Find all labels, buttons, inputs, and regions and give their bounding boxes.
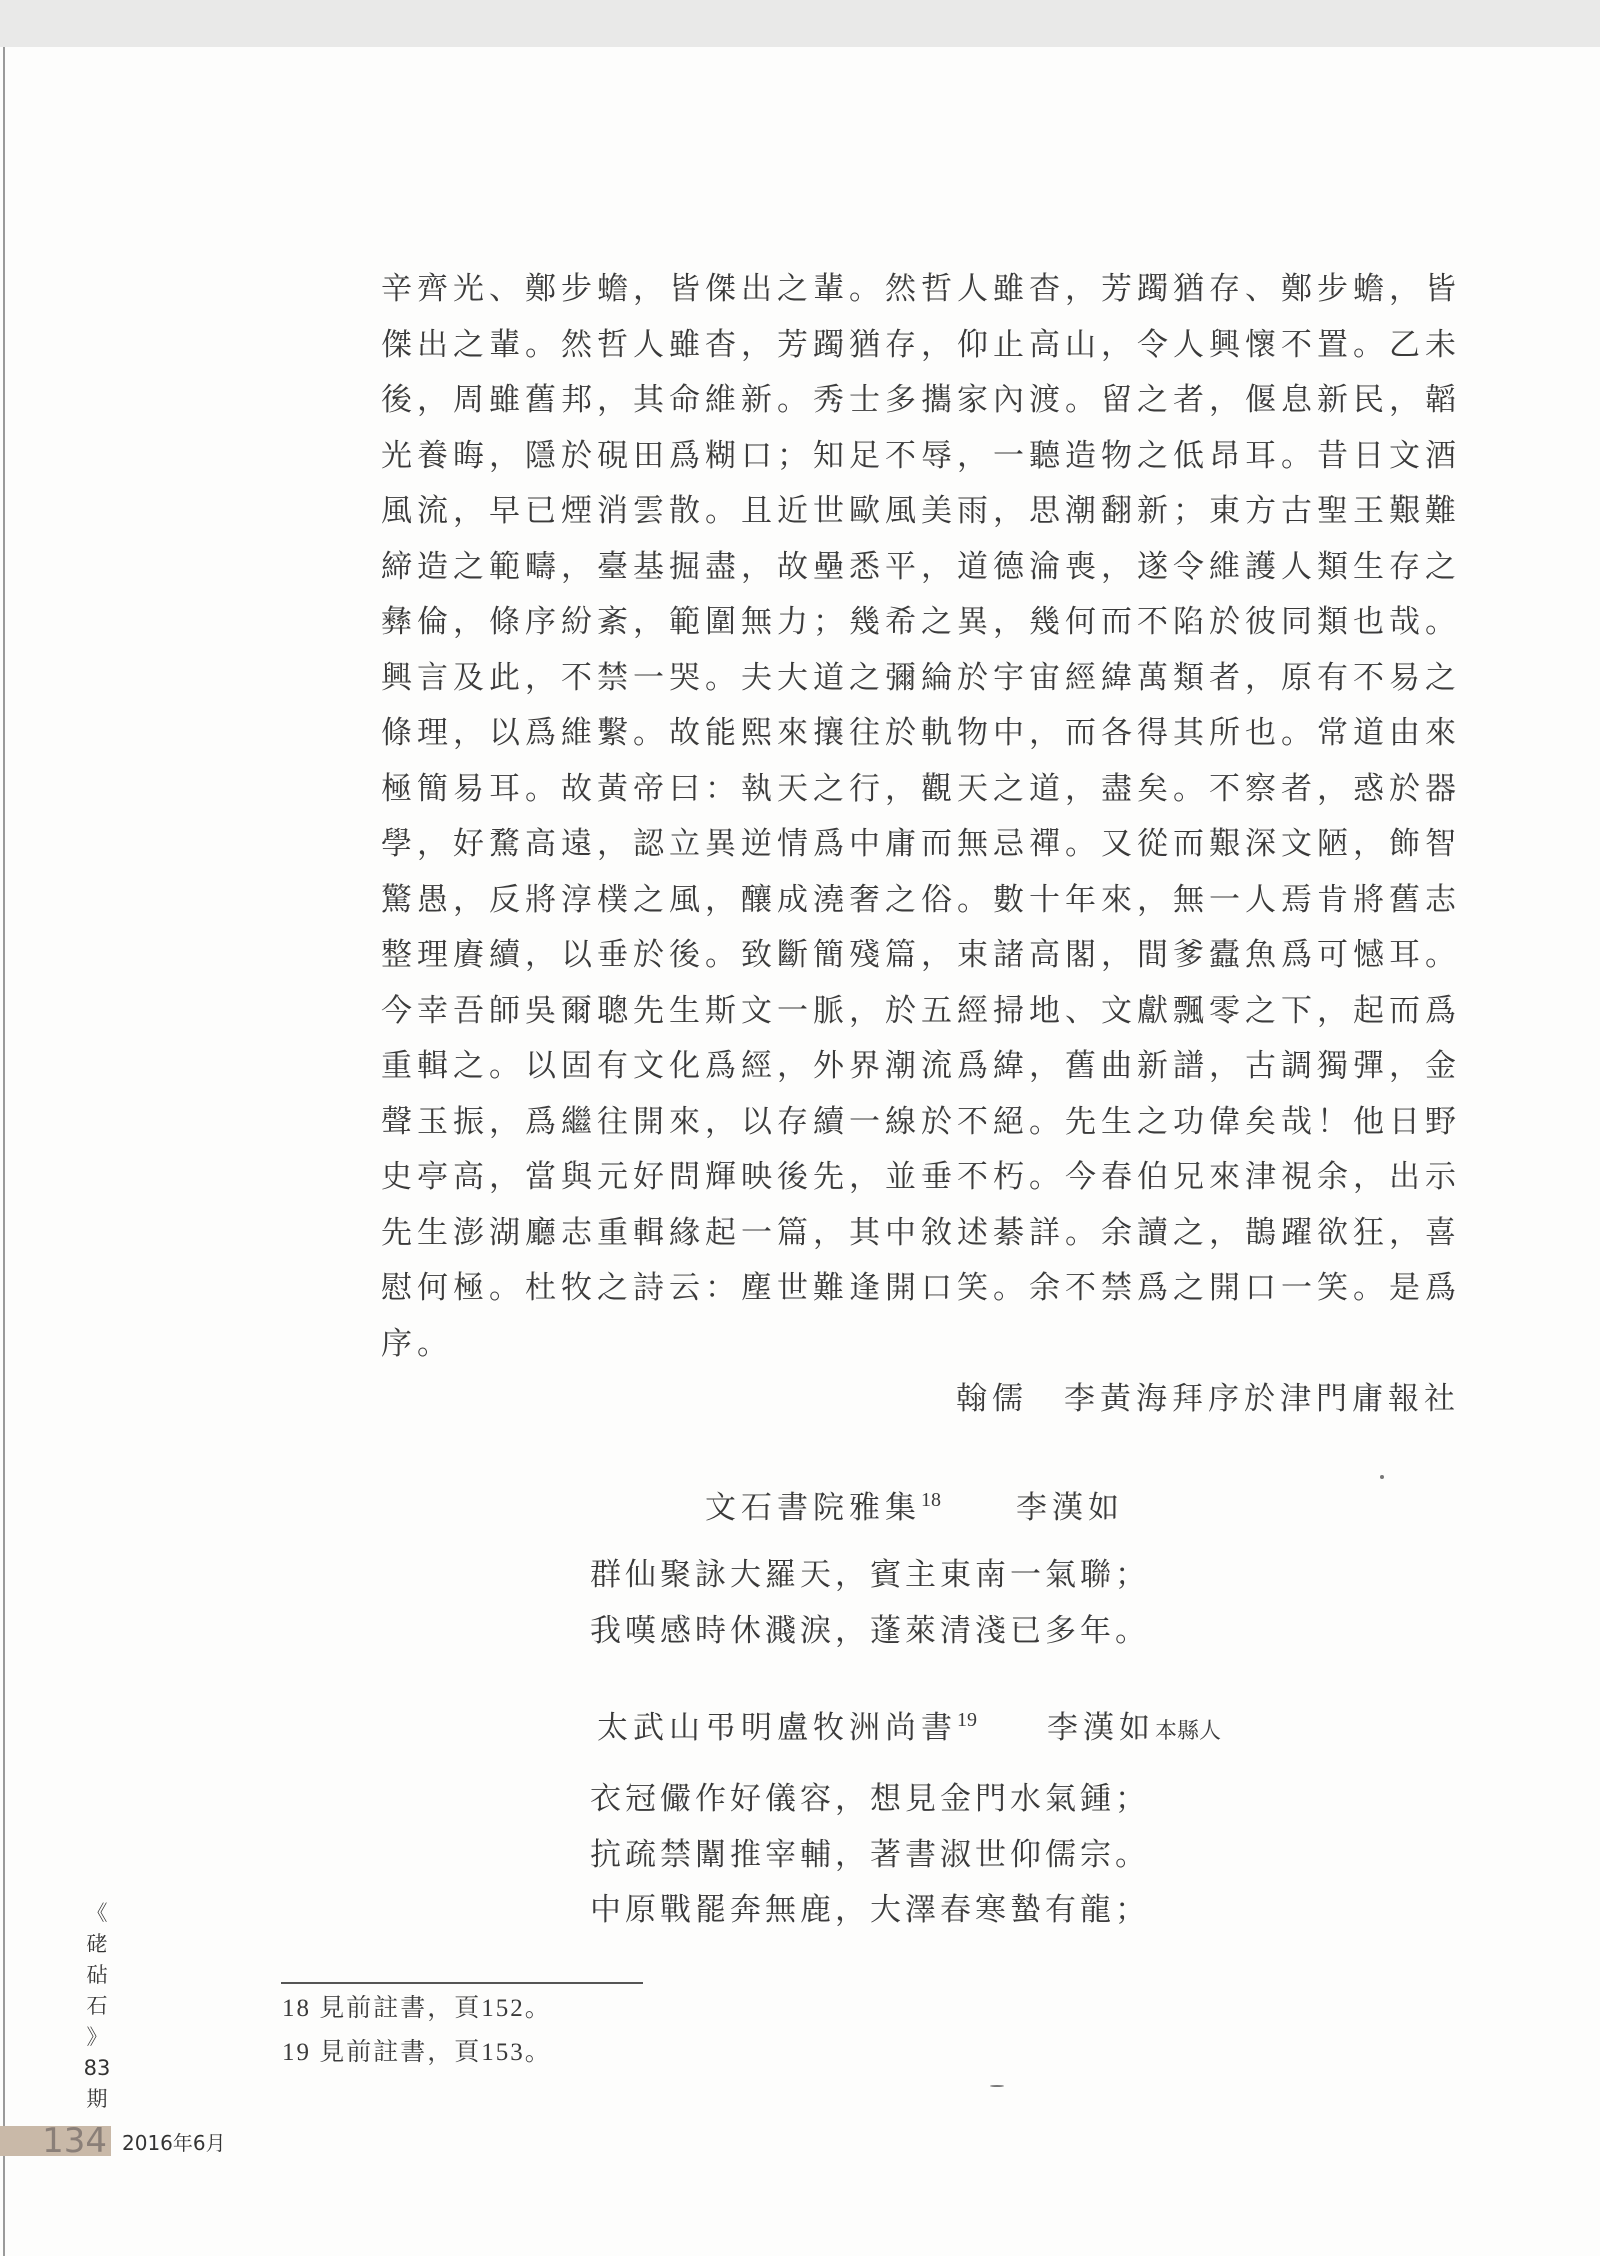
side-char: 《 — [86, 1901, 108, 1925]
body-line: 極簡易耳。故黃帝曰：執天之行，觀天之道，盡矣。不察者，惑於器 — [381, 770, 1461, 807]
scan-speck — [1380, 1475, 1384, 1479]
poem-title — [597, 1704, 1221, 1756]
body-line: 史亭高，當與元好問輝映後先，並垂不朽。今春伯兄來津視余，出示 — [381, 1159, 1461, 1195]
body-line: 締造之範疇，臺基掘盡，故壘悉平，道德淪喪，遂令維護人類生存之 — [381, 548, 1461, 585]
poem-2 — [590, 1704, 1221, 1939]
side-char: 期 — [86, 2087, 108, 2111]
body-line: 先生澎湖廳志重輯緣起一篇，其中敘述綦詳。余讀之，鵲躍欲狂，喜 — [381, 1214, 1461, 1251]
poem-line: 衣冠儼作好儀容，想見金門水氣鍾； — [590, 1781, 1150, 1817]
footnote-divider — [281, 1982, 643, 1984]
body-line: 慰何極。杜牧之詩云：塵世難逢開口笑。余不禁爲之開口一笑。是爲 — [381, 1270, 1461, 1306]
body-line: 學，好騖高遠，認立異逆情爲中庸而無忌禪。又從而艱深文陋，飾智 — [381, 826, 1461, 862]
body-line: 辛齊光、鄭步蟾，皆傑出之輩。然哲人雖杳，芳躅猶存、鄭步蟾，皆 — [381, 271, 1461, 307]
footnote-ref: 19 — [957, 1709, 977, 1731]
page-number: 134 — [42, 2121, 107, 2161]
side-char: 》 — [86, 2025, 108, 2049]
poem-line: 抗疏禁闈推宰輔，著書淑世仰儒宗。 — [590, 1836, 1150, 1873]
body-line: 條理，以爲維繫。故能熙來攘往於軌物中，而各得其所也。常道由來 — [381, 715, 1461, 751]
preface-body — [381, 262, 1461, 1372]
poem-author-note: 本縣人 — [1155, 1719, 1222, 1744]
body-line: 彝倫，條序紛紊，範圍無力；幾希之異，幾何而不陷於彼同類也哉。 — [381, 604, 1461, 640]
body-line: 重輯之。以固有文化爲經，外界潮流爲緯，舊曲新譜，古調獨彈，金 — [381, 1048, 1461, 1084]
footnote-ref: 18 — [921, 1489, 941, 1511]
side-char: 83 — [83, 2056, 111, 2080]
body-line: 光養晦，隱於硯田爲糊口；知足不辱，一聽造物之低昂耳。昔日文酒 — [381, 437, 1461, 474]
page-edge-line — [3, 47, 5, 2256]
scan-speck — [990, 2085, 1004, 2087]
body-line: 後，周雖舊邦，其命維新。秀士多攜家內渡。留之者，偃息新民，韜 — [381, 382, 1461, 418]
body-line: 今幸吾師吳爾聰先生斯文一脈，於五經掃地、文獻飄零之下，起而爲 — [381, 992, 1461, 1029]
body-line: 驚愚，反將淳樸之風，釀成澆奢之俗。數十年來，無一人焉肯將舊志 — [381, 881, 1461, 918]
preface-signature: 翰儒 李黃海拜序於津門庸報社 — [956, 1381, 1460, 1417]
poem-title-text: 文石書院雅集 — [705, 1490, 921, 1526]
footnote-19: 19 見前註書，頁153。 — [282, 2039, 552, 2066]
body-line: 風流，早已煙消雲散。且近世歐風美雨，思潮翻新；東方古聖王艱難 — [381, 493, 1461, 529]
poem-line: 我嘆感時休濺淚，蓬萊清淺已多年。 — [590, 1612, 1150, 1649]
poem-line: 中原戰罷奔無鹿，大澤春寒蟄有龍； — [590, 1892, 1150, 1928]
poem-author: 李漢如 — [1047, 1710, 1155, 1746]
page-number-box — [0, 2121, 111, 2161]
side-char: 砧 — [86, 1963, 108, 1987]
poem-line: 群仙聚詠大羅天，賓主東南一氣聯； — [590, 1557, 1150, 1593]
poem-author: 李漢如 — [1016, 1490, 1124, 1526]
body-line: 聲玉振，爲繼往開來，以存續一線於不絕。先生之功偉矣哉！他日野 — [381, 1103, 1461, 1140]
body-line: 整理賡續，以垂於後。致斷簡殘篇，束諸高閣，間爹蠹魚爲可憾耳。 — [381, 937, 1461, 973]
journal-title-vertical — [82, 1898, 112, 2115]
poem-title-text: 太武山弔明盧牧洲尚書 — [597, 1710, 957, 1746]
issue-date: 2016年6月 — [122, 2131, 226, 2155]
body-line: 興言及此，不禁一哭。夫大道之彌綸於宇宙經緯萬類者，原有不易之 — [381, 659, 1461, 696]
side-char: 石 — [86, 1994, 108, 2018]
side-char: 硓 — [86, 1932, 108, 1956]
body-line: 序。 — [381, 1325, 453, 1362]
scan-top-band — [0, 0, 1600, 47]
body-line: 傑出之輩。然哲人雖杳，芳躅猶存，仰止高山，令人興懷不置。乙未 — [381, 326, 1461, 363]
poem-title — [705, 1484, 1150, 1532]
footnote-18: 18 見前註書，頁152。 — [282, 1995, 552, 2022]
poem-1 — [590, 1484, 1150, 1659]
